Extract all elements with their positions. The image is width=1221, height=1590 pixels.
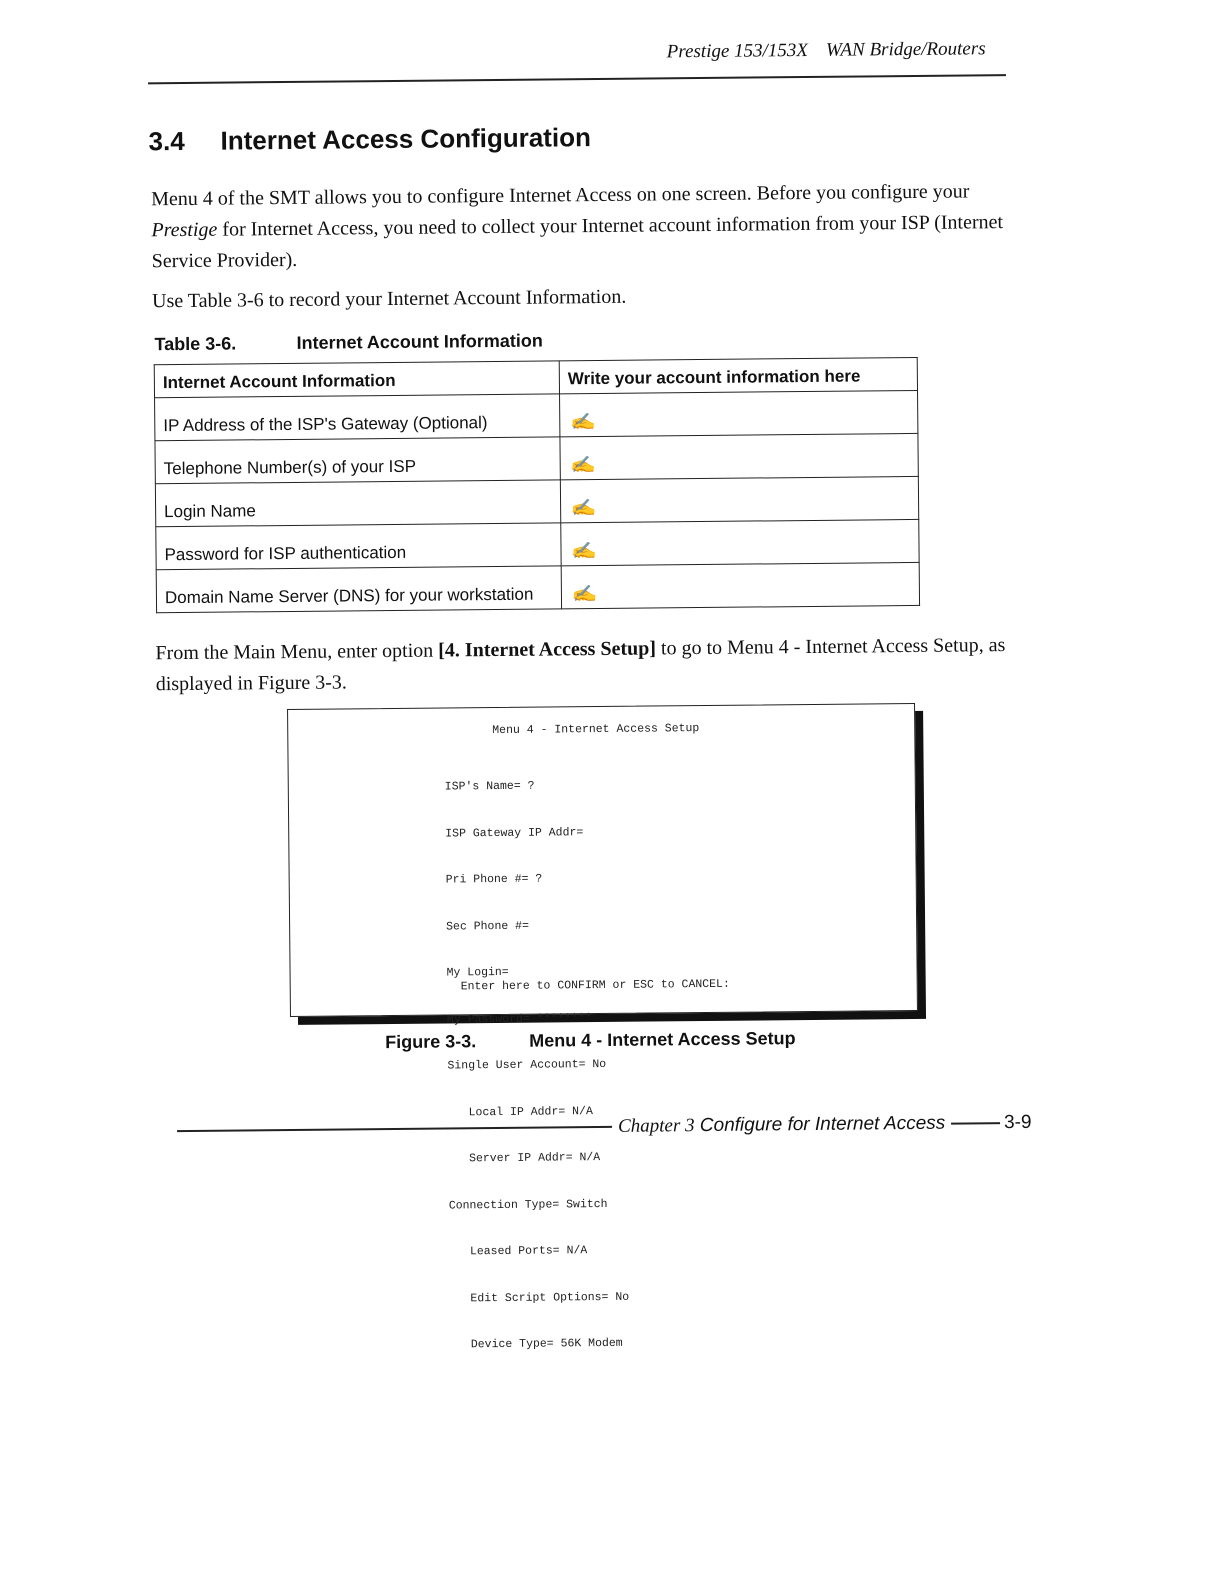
intro-paragraph xyxy=(151,176,1012,277)
menu-option-emphasis: [4. Internet Access Setup] xyxy=(438,637,657,662)
table-cell-write xyxy=(561,519,919,565)
running-header xyxy=(667,38,986,63)
terminal-line: ISP's Name= ? xyxy=(444,779,535,794)
table-row xyxy=(155,433,918,483)
terminal-line: Edit Script Options= No xyxy=(449,1290,630,1305)
header-product: Prestige 153/153X xyxy=(666,39,809,63)
terminal-line: My Password= ******** xyxy=(446,1011,593,1026)
terminal-line: Leased Ports= N/A xyxy=(449,1244,588,1259)
terminal-line: Connection Type= Switch xyxy=(448,1197,608,1212)
table-cell-label: Password for ISP authentication xyxy=(156,523,561,570)
terminal-line: Pri Phone #= ? xyxy=(445,872,543,887)
table-caption xyxy=(154,331,543,356)
table-reference-paragraph: Use Table 3-6 to record your Internet Account Information. xyxy=(152,285,627,313)
account-info-table xyxy=(154,357,920,613)
terminal-line: Server IP Addr= N/A xyxy=(448,1151,601,1166)
table-header-write: Write your account information here xyxy=(559,357,917,393)
instruction-text-b: to go to Menu 4 - Internet Access Setup, as displayed in Figure 3-3. xyxy=(155,634,1006,696)
pen-writing-icon: ✍ xyxy=(569,414,596,432)
terminal-line: ISP Gateway IP Addr= xyxy=(445,825,584,840)
table-row xyxy=(156,519,919,569)
pen-writing-icon: ✍ xyxy=(570,500,597,518)
table-row xyxy=(155,476,918,526)
table-cell-write xyxy=(560,476,918,522)
section-title: Internet Access Configuration xyxy=(220,122,592,156)
section-number: 3.4 xyxy=(148,125,185,157)
running-footer xyxy=(612,1113,951,1138)
menu-instruction-paragraph xyxy=(155,630,1016,700)
terminal-line: Local IP Addr= N/A xyxy=(447,1104,593,1119)
instruction-text-a: From the Main Menu, enter option xyxy=(155,639,439,665)
footer-chapter-title: Configure for Internet Access xyxy=(699,1112,946,1137)
page-number: 3-9 xyxy=(1000,1112,1036,1134)
pen-writing-icon: ✍ xyxy=(571,586,598,604)
figure-caption xyxy=(385,1028,796,1053)
table-header-info: Internet Account Information xyxy=(154,361,559,398)
intro-text-a: Menu 4 of the SMT allows you to configure Internet Access on one screen. Before you configure your xyxy=(151,180,970,211)
table-caption-number: Table 3-6. xyxy=(154,333,237,355)
terminal-line: Single User Account= No xyxy=(447,1057,607,1073)
table-cell-label: Domain Name Server (DNS) for your workstation xyxy=(156,566,561,613)
table-row xyxy=(156,562,919,612)
figure-caption-number: Figure 3-3. xyxy=(385,1031,477,1053)
table-cell-write xyxy=(560,433,918,479)
header-rule xyxy=(148,74,1006,84)
terminal-line: Device Type= 56K Modem xyxy=(450,1336,623,1352)
table-cell-label: Login Name xyxy=(155,480,560,527)
header-subtitle: WAN Bridge/Routers xyxy=(825,38,986,61)
table-caption-title: Internet Account Information xyxy=(296,330,543,353)
table-cell-write xyxy=(561,562,919,608)
terminal-menu-title: Menu 4 - Internet Access Setup xyxy=(492,722,700,738)
intro-text-b: for Internet Access, you need to collect your Internet account information from your ISP (Internet Service Provider). xyxy=(151,211,1004,273)
terminal-fields xyxy=(444,747,630,1384)
pen-writing-icon: ✍ xyxy=(571,543,598,561)
terminal-line: My Login= xyxy=(446,965,509,980)
figure-caption-title: Menu 4 - Internet Access Setup xyxy=(529,1028,796,1051)
footer-chapter: Chapter 3 xyxy=(617,1115,695,1137)
pen-writing-icon: ✍ xyxy=(570,457,597,475)
table-cell-label: IP Address of the ISP's Gateway (Optional) xyxy=(155,394,560,441)
table-cell-label: Telephone Number(s) of your ISP xyxy=(155,437,560,484)
table-cell-write xyxy=(560,390,918,436)
intro-product-emphasis: Prestige xyxy=(151,218,218,242)
terminal-line: Sec Phone #= xyxy=(446,919,530,933)
table-row xyxy=(155,390,918,440)
terminal-prompt: Enter here to CONFIRM or ESC to CANCEL: xyxy=(460,977,730,994)
section-heading xyxy=(148,122,591,157)
